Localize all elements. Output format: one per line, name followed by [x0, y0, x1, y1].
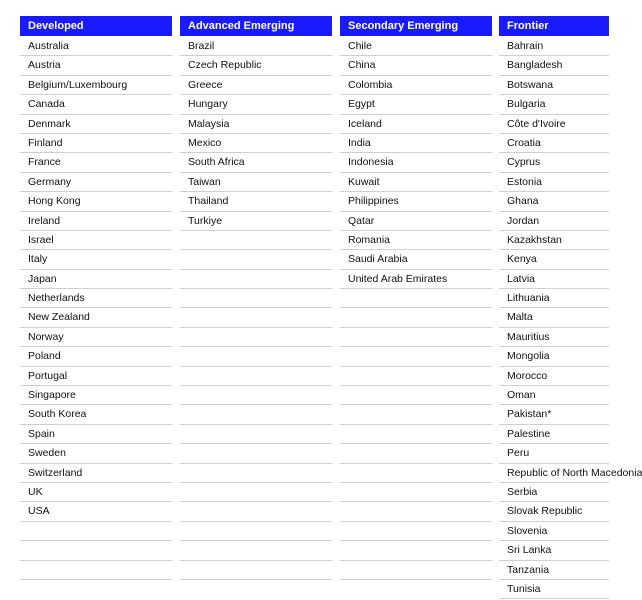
- table-cell: Germany: [20, 173, 172, 192]
- table-cell: [340, 405, 492, 424]
- table-cell: Bangladesh: [499, 56, 609, 75]
- table-cell: Cyprus: [499, 153, 609, 172]
- table-cell: Kazakhstan: [499, 231, 609, 250]
- table-cell: Jordan: [499, 212, 609, 231]
- table-cell: [340, 425, 492, 444]
- table-cell: Denmark: [20, 115, 172, 134]
- table-cell: New Zealand: [20, 308, 172, 327]
- table-cell: Spain: [20, 425, 172, 444]
- table-cell: Czech Republic: [180, 56, 332, 75]
- column-developed: [20, 16, 172, 600]
- column-body: [499, 37, 642, 599]
- table-cell: Hungary: [180, 95, 332, 114]
- table-cell: Switzerland: [20, 464, 172, 483]
- table-cell: Sri Lanka: [499, 541, 609, 560]
- table-cell: [180, 308, 332, 327]
- column-header: Advanced Emerging: [180, 16, 332, 36]
- table-cell: [340, 308, 492, 327]
- table-cell: [180, 231, 332, 250]
- table-cell: Chile: [340, 37, 492, 56]
- table-cell: Turkiye: [180, 212, 332, 231]
- table-cell: Italy: [20, 250, 172, 269]
- table-cell: [20, 541, 172, 560]
- table-cell: [180, 347, 332, 366]
- table-cell: [340, 483, 492, 502]
- table-cell: Malaysia: [180, 115, 332, 134]
- table-cell: USA: [20, 502, 172, 521]
- table-cell: Thailand: [180, 192, 332, 211]
- table-cell: [340, 502, 492, 521]
- table-cell: Philippines: [340, 192, 492, 211]
- table-cell: Estonia: [499, 173, 609, 192]
- column-header: Developed: [20, 16, 172, 36]
- table-cell: Norway: [20, 328, 172, 347]
- table-cell: United Arab Emirates: [340, 270, 492, 289]
- table-cell: Malta: [499, 308, 609, 327]
- table-cell: Mauritius: [499, 328, 609, 347]
- table-cell: Canada: [20, 95, 172, 114]
- table-cell: [340, 347, 492, 366]
- table-cell: Palestine: [499, 425, 609, 444]
- table-cell: [180, 367, 332, 386]
- table-cell: [180, 289, 332, 308]
- table-cell: Saudi Arabia: [340, 250, 492, 269]
- table-cell: Brazil: [180, 37, 332, 56]
- table-cell: [180, 561, 332, 580]
- table-cell: Kenya: [499, 250, 609, 269]
- table-cell: Indonesia: [340, 153, 492, 172]
- table-cell: Iceland: [340, 115, 492, 134]
- table-cell: UK: [20, 483, 172, 502]
- table-cell: Oman: [499, 386, 609, 405]
- table-cell: Finland: [20, 134, 172, 153]
- column-header: Secondary Emerging: [340, 16, 492, 36]
- table-cell: Latvia: [499, 270, 609, 289]
- table-cell: [180, 425, 332, 444]
- table-cell: Egypt: [340, 95, 492, 114]
- table-cell: [340, 328, 492, 347]
- table-cell: South Korea: [20, 405, 172, 424]
- table-cell: [340, 561, 492, 580]
- table-cell: Qatar: [340, 212, 492, 231]
- column-advanced-emerging: [180, 16, 332, 600]
- table-cell: Portugal: [20, 367, 172, 386]
- table-cell: Slovak Republic: [499, 502, 609, 521]
- table-cell: Mexico: [180, 134, 332, 153]
- table-cell: Bulgaria: [499, 95, 609, 114]
- table-cell: Slovenia: [499, 522, 609, 541]
- table-cell: China: [340, 56, 492, 75]
- table-cell: [340, 444, 492, 463]
- table-cell: Mongolia: [499, 347, 609, 366]
- table-cell: [340, 522, 492, 541]
- table-cell: [340, 464, 492, 483]
- table-cell: Hong Kong: [20, 192, 172, 211]
- table-cell: Taiwan: [180, 173, 332, 192]
- table-cell: [180, 522, 332, 541]
- table-cell: Romania: [340, 231, 492, 250]
- table-cell: Croatia: [499, 134, 609, 153]
- column-body: [340, 37, 492, 580]
- column-secondary-emerging: [340, 16, 492, 600]
- table-cell: Israel: [20, 231, 172, 250]
- table-cell: Singapore: [20, 386, 172, 405]
- table-cell: [340, 541, 492, 560]
- table-cell: [180, 386, 332, 405]
- table-cell: Austria: [20, 56, 172, 75]
- column-body: [180, 37, 332, 580]
- table-cell: Bahrain: [499, 37, 609, 56]
- table-cell: Greece: [180, 76, 332, 95]
- table-cell: Serbia: [499, 483, 609, 502]
- cropped-caption-fragment: [20, 0, 220, 12]
- table-cell: Morocco: [499, 367, 609, 386]
- table-cell: [180, 502, 332, 521]
- table-cell: Tanzania: [499, 561, 609, 580]
- table-cell: [20, 522, 172, 541]
- table-cell: [180, 541, 332, 560]
- table-cell: Pakistan*: [499, 405, 609, 424]
- table-cell: [340, 367, 492, 386]
- column-frontier: [499, 16, 642, 600]
- table-cell: [340, 386, 492, 405]
- table-cell: Lithuania: [499, 289, 609, 308]
- table-cell: Netherlands: [20, 289, 172, 308]
- table-cell: [340, 289, 492, 308]
- table-cell: Republic of North Macedonia: [499, 464, 609, 483]
- table-cell: Kuwait: [340, 173, 492, 192]
- table-cell: Japan: [20, 270, 172, 289]
- table-cell: Belgium/Luxembourg: [20, 76, 172, 95]
- table-cell: Côte d'Ivoire: [499, 115, 609, 134]
- table-cell: Colombia: [340, 76, 492, 95]
- column-body: [20, 37, 172, 580]
- column-header: Frontier: [499, 16, 609, 36]
- table-cell: [180, 464, 332, 483]
- table-cell: Sweden: [20, 444, 172, 463]
- table-cell: Australia: [20, 37, 172, 56]
- table-cell: [180, 405, 332, 424]
- table-cell: Botswana: [499, 76, 609, 95]
- table-cell: [180, 483, 332, 502]
- table-cell: [180, 250, 332, 269]
- table-cell: Poland: [20, 347, 172, 366]
- table-cell: Ireland: [20, 212, 172, 231]
- table-cell: [180, 328, 332, 347]
- table-cell: Tunisia: [499, 580, 609, 599]
- table-cell: [20, 561, 172, 580]
- table-cell: South Africa: [180, 153, 332, 172]
- table-cell: Ghana: [499, 192, 609, 211]
- table-cell: [180, 270, 332, 289]
- table-cell: France: [20, 153, 172, 172]
- table-cell: [180, 444, 332, 463]
- table-cell: India: [340, 134, 492, 153]
- table-cell: Peru: [499, 444, 609, 463]
